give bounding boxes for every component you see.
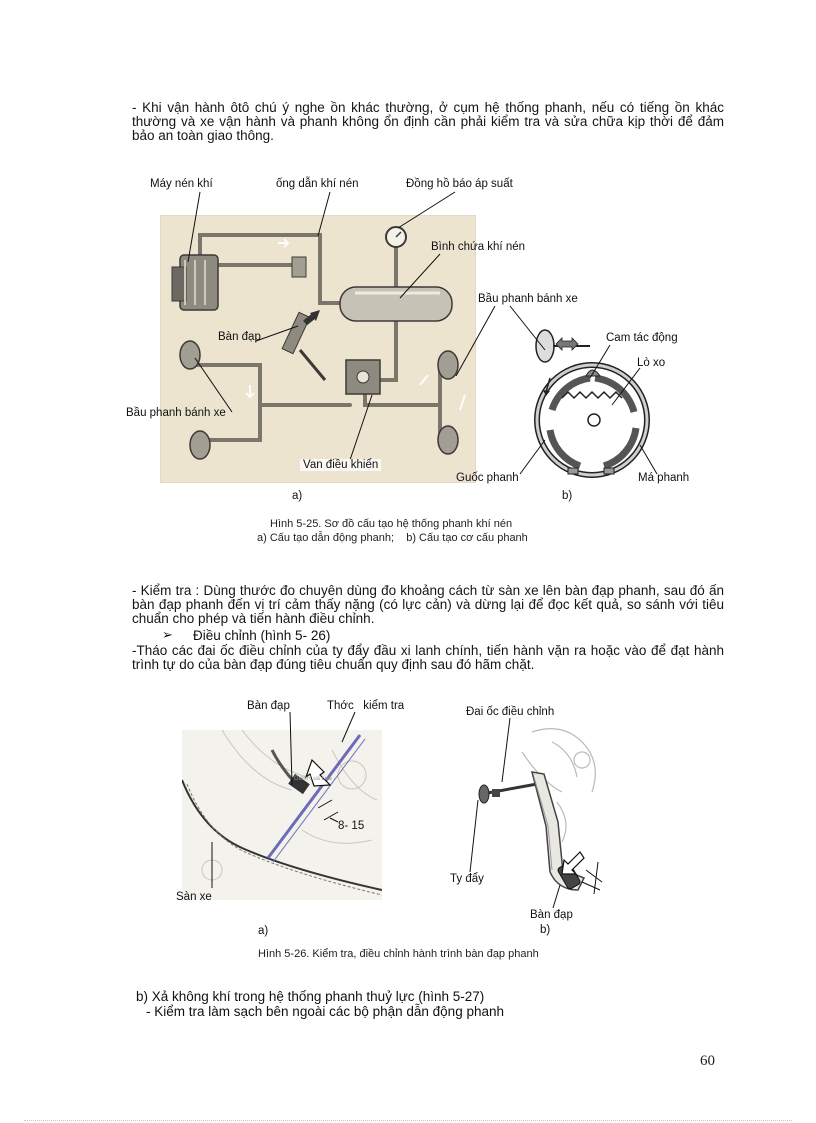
svg-text:Giam Lua Lua: Giam Lua Lua (294, 776, 332, 782)
label-wheel-chamber-right: Bầu phanh bánh xe (478, 293, 578, 305)
label-push-rod: Ty đẩy (450, 873, 484, 885)
label-brake-shoe: Guốc phanh (456, 472, 519, 484)
label-air-tank: Bình chứa khí nén (431, 241, 526, 253)
bullet-arrow-icon: ➢ (162, 627, 173, 642)
label-spring: Lò xo (637, 357, 666, 369)
adjust-paragraph: -Tháo các đai ốc điều chỉnh của ty đẩy đầu xi lanh chính, tiến hành vặn ra hoặc vào để đạt hành trình tự do của bàn đạp đúng tiêu chuẩn quy định sau đó hãm chặt. (132, 643, 724, 672)
label-measure: 8- 15 (338, 820, 365, 832)
label-floor: Sàn xe (176, 891, 212, 903)
figure-5-26-caption: Hình 5-26. Kiểm tra, điều chỉnh hành trình bàn đạp phanh (258, 948, 539, 960)
check-paragraph: - Kiểm tra : Dùng thước đo chuyên dùng đo khoảng cách từ sàn xe lên bàn đạp phanh, sau đó ấn bàn đạp phanh đến vị trí cảm thấy nặng (có lực cản) và dừng lại để đọc kết quả, so sánh với tiêu chuẩn cho phép và tiến hành điều chỉnh. (132, 583, 724, 626)
label-adjust-nut: Đai ốc điều chỉnh (466, 706, 555, 718)
label-ruler: Thớc kiểm tra (327, 700, 405, 712)
figure-5-25-drum-b (520, 320, 670, 485)
figure-5-26-drawing-a (182, 730, 382, 905)
label-compressor: Máy nén khí (150, 178, 213, 190)
label-sub-a-525: a) (292, 490, 303, 502)
label-pressure-gauge: Đồng hồ báo áp suất (406, 178, 513, 190)
footer-divider (24, 1120, 792, 1121)
figure-5-25-caption-title: Hình 5-25. Sơ đồ cấu tạo hệ thống phanh khí nén (270, 518, 513, 530)
label-wheel-chamber-left: Bầu phanh bánh xe (126, 407, 226, 419)
label-pedal-a: Bàn đạp (247, 700, 290, 712)
label-control-valve: Van điều khiển (300, 459, 381, 471)
figure-5-25-photo-a (160, 215, 476, 488)
label-pedal: Bàn đạp (218, 331, 261, 343)
label-brake-lining: Má phanh (638, 472, 690, 484)
label-sub-a-526: a) (258, 925, 269, 937)
label-sub-b-526: b) (540, 924, 551, 936)
intro-paragraph: - Khi vận hành ôtô chú ý nghe ồn khác thường, ở cụm hệ thống phanh, nếu có tiếng ồn khác thường và xe vận hành và phanh không ổn định cần phải kiểm tra và sửa chữa kịp thời để đảm bảo an toàn giao thông. (132, 100, 724, 143)
figure-5-25-caption-subtitle: a) Cấu tạo dẫn động phanh; b) Cấu tạo cơ cấu phanh (257, 532, 528, 544)
label-air-pipe: ống dẫn khí nén (276, 178, 359, 190)
label-cam: Cam tác động (606, 332, 678, 344)
section-b-paragraph: - Kiểm tra làm sạch bên ngoài các bộ phận dẫn động phanh (146, 1004, 504, 1019)
section-b-heading: b) Xả không khí trong hệ thống phanh thuỷ lực (hình 5-27) (136, 989, 485, 1004)
adjust-heading: Điều chỉnh (hình 5- 26) (193, 628, 331, 643)
label-pedal-b: Bàn đạp (530, 909, 573, 921)
page-number: 60 (700, 1053, 715, 1069)
label-sub-b-525: b) (562, 490, 573, 502)
figure-5-26-drawing-b (462, 722, 622, 907)
